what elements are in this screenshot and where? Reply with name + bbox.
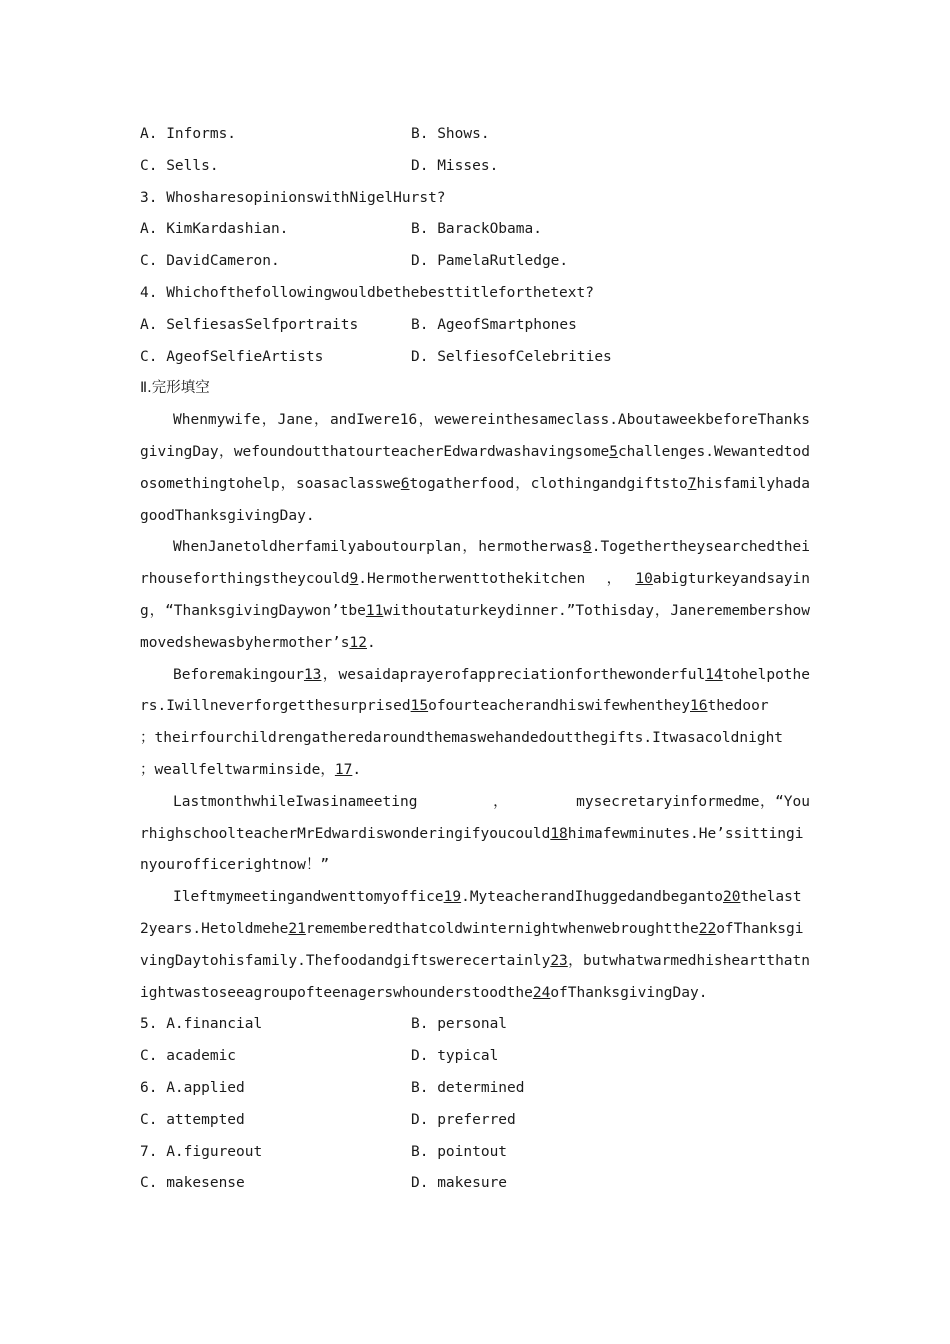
option-d: D. SelfiesofCelebrities bbox=[411, 348, 612, 365]
passage-text: . bbox=[352, 761, 362, 778]
answer-option-row bbox=[140, 1073, 810, 1105]
q4-option-row bbox=[140, 310, 810, 342]
passage-text: himafewminutes.He’ssittinginyourofficerightnow！” bbox=[140, 825, 804, 874]
question-4: 4. Whichofthefollowingwouldbethebesttitleforthetext? bbox=[140, 284, 594, 301]
passage-text: ofourteacherandhiswifewhenthey bbox=[428, 698, 690, 715]
q3-option-row bbox=[140, 214, 810, 246]
option-c: C. Sells. bbox=[140, 157, 219, 174]
option-left: C. academic bbox=[140, 1048, 237, 1065]
option-a: A. Informs. bbox=[140, 126, 237, 142]
passage-text: WhenJanetoldherfamilyaboutourplan，hermotherwas bbox=[173, 539, 584, 556]
passage-text: .MyteacherandIhuggedandbeganto bbox=[461, 889, 723, 906]
blank-number: 19 bbox=[443, 889, 462, 906]
blank-number: 17 bbox=[334, 761, 353, 778]
blank-number: 10 bbox=[635, 571, 653, 588]
option-right: B. determined bbox=[411, 1079, 525, 1096]
blank-number: 22 bbox=[698, 920, 717, 937]
blank-number: 5 bbox=[609, 443, 618, 460]
passage-paragraph bbox=[140, 660, 813, 787]
option-d: D. PamelaRutledge. bbox=[411, 253, 569, 270]
option-left: C. attempted bbox=[140, 1111, 245, 1128]
passage-text: thelast2years.Hetoldmehe bbox=[140, 889, 802, 937]
passage-text: thedoor ；theirfourchildrengatheredaroundthemaswehandedoutthegifts.Itwasacoldnight ；weallfeltwarminside， bbox=[140, 698, 813, 778]
passage-text: Whenmywife，Jane，andIwere16，wewereinthesameclass.AboutaweekbeforeThanksgivingDay，wefoundoutthatourteacherEdwardwashavingsome bbox=[140, 412, 810, 460]
answer-option-row bbox=[140, 1009, 810, 1041]
blank-number: 9 bbox=[349, 571, 359, 588]
section-title: Ⅱ.完形填空 bbox=[140, 380, 210, 397]
passage-text: ，wesaidaprayerofappreciationforthewonderful bbox=[321, 666, 706, 683]
option-left: 7. A.figureout bbox=[140, 1143, 263, 1160]
passage-text: LastmonthwhileIwasinameeting ， mysecretaryinformedme，“YourhighschoolteacherMrEdwardiswonderingifyoucould bbox=[140, 793, 810, 842]
blank-number: 13 bbox=[303, 666, 322, 683]
option-a: A. SelfiesasSelfportraits bbox=[140, 316, 359, 333]
blank-number: 24 bbox=[532, 984, 551, 1001]
passage-text: ofThanksgivingDay. bbox=[550, 984, 708, 1001]
passage-text: challenges.Wewantedtodosomethingtohelp，soasaclasswe bbox=[140, 443, 810, 492]
passage-text: abigturkeyandsaying，“ThanksgivingDaywon’tbe bbox=[140, 571, 810, 619]
passage-text: Ileftmymeetingandwenttomyoffice bbox=[173, 889, 444, 906]
cloze-passage bbox=[140, 405, 813, 1009]
blank-number: 8 bbox=[583, 539, 592, 556]
passage-text: rememberedthatcoldwinternightwhenwebroughtthe bbox=[305, 920, 699, 937]
passage-paragraph bbox=[140, 882, 810, 1009]
passage-text: tohelpothers.Iwillneverforgetthesurprised bbox=[140, 666, 810, 715]
option-left: C. makesense bbox=[140, 1175, 245, 1192]
option-right: D. makesure bbox=[411, 1175, 508, 1192]
option-right: B. pointout bbox=[411, 1143, 508, 1160]
passage-text: hisfamilyhadagoodThanksgivingDay. bbox=[140, 475, 810, 524]
blank-number: 11 bbox=[365, 602, 384, 619]
passage-text: ，butwhatwarmedhisheartthatnightwastoseeagroupofteenagerswhounderstoodthe bbox=[140, 952, 810, 1001]
option-left: 5. A.financial bbox=[140, 1016, 263, 1033]
answer-option-row bbox=[140, 1168, 810, 1200]
option-left: 6. A.applied bbox=[140, 1079, 245, 1096]
blank-number: 14 bbox=[705, 666, 723, 683]
option-b: B. AgeofSmartphones bbox=[411, 316, 577, 333]
answer-options bbox=[140, 1009, 810, 1200]
passage-paragraph bbox=[140, 405, 810, 532]
option-c: C. AgeofSelfieArtists bbox=[140, 348, 324, 365]
blank-number: 16 bbox=[690, 698, 708, 715]
q3-option-row bbox=[140, 246, 810, 278]
passage-text: .Togethertheysearchedtheirhouseforthingstheycould bbox=[140, 539, 810, 588]
answer-option-row bbox=[140, 1137, 810, 1169]
passage-text: withoutaturkeydinner.”Tothisday，Janeremembershowmovedshewasbyhermother’s bbox=[140, 602, 810, 651]
passage-text: .Hermotherwenttothekitchen ， bbox=[358, 571, 636, 588]
passage-text: . bbox=[366, 634, 376, 651]
blank-number: 6 bbox=[400, 475, 410, 492]
option-d: D. Misses. bbox=[411, 157, 499, 174]
q4-option-row bbox=[140, 342, 810, 374]
option-right: D. preferred bbox=[411, 1111, 516, 1128]
passage-paragraph bbox=[140, 787, 810, 882]
passage-text: togatherfood，clothingandgiftsto bbox=[409, 475, 688, 492]
answer-option-row bbox=[140, 1105, 810, 1137]
document-page bbox=[140, 119, 813, 1200]
option-right: B. personal bbox=[411, 1016, 508, 1033]
blank-number: 23 bbox=[550, 952, 568, 969]
blank-number: 7 bbox=[687, 475, 697, 492]
q2-option-row bbox=[140, 119, 810, 151]
blank-number: 18 bbox=[550, 825, 568, 842]
option-b: B. Shows. bbox=[411, 126, 490, 142]
option-b: B. BarackObama. bbox=[411, 221, 542, 238]
option-right: D. typical bbox=[411, 1048, 499, 1065]
blank-number: 12 bbox=[349, 634, 367, 651]
passage-text: ofThanksgivingDaytohisfamily.Thefoodandgiftswerecertainly bbox=[140, 920, 804, 969]
passage-paragraph bbox=[140, 532, 810, 659]
passage-text: Beforemakingour bbox=[173, 666, 304, 683]
option-a: A. KimKardashian. bbox=[140, 221, 289, 238]
q2-option-row bbox=[140, 151, 810, 183]
blank-number: 20 bbox=[723, 889, 741, 906]
answer-option-row bbox=[140, 1041, 810, 1073]
option-c: C. DavidCameron. bbox=[140, 253, 280, 270]
blank-number: 15 bbox=[410, 698, 429, 715]
blank-number: 21 bbox=[288, 920, 306, 937]
question-3: 3. WhosharesopinionswithNigelHurst? bbox=[140, 189, 446, 206]
